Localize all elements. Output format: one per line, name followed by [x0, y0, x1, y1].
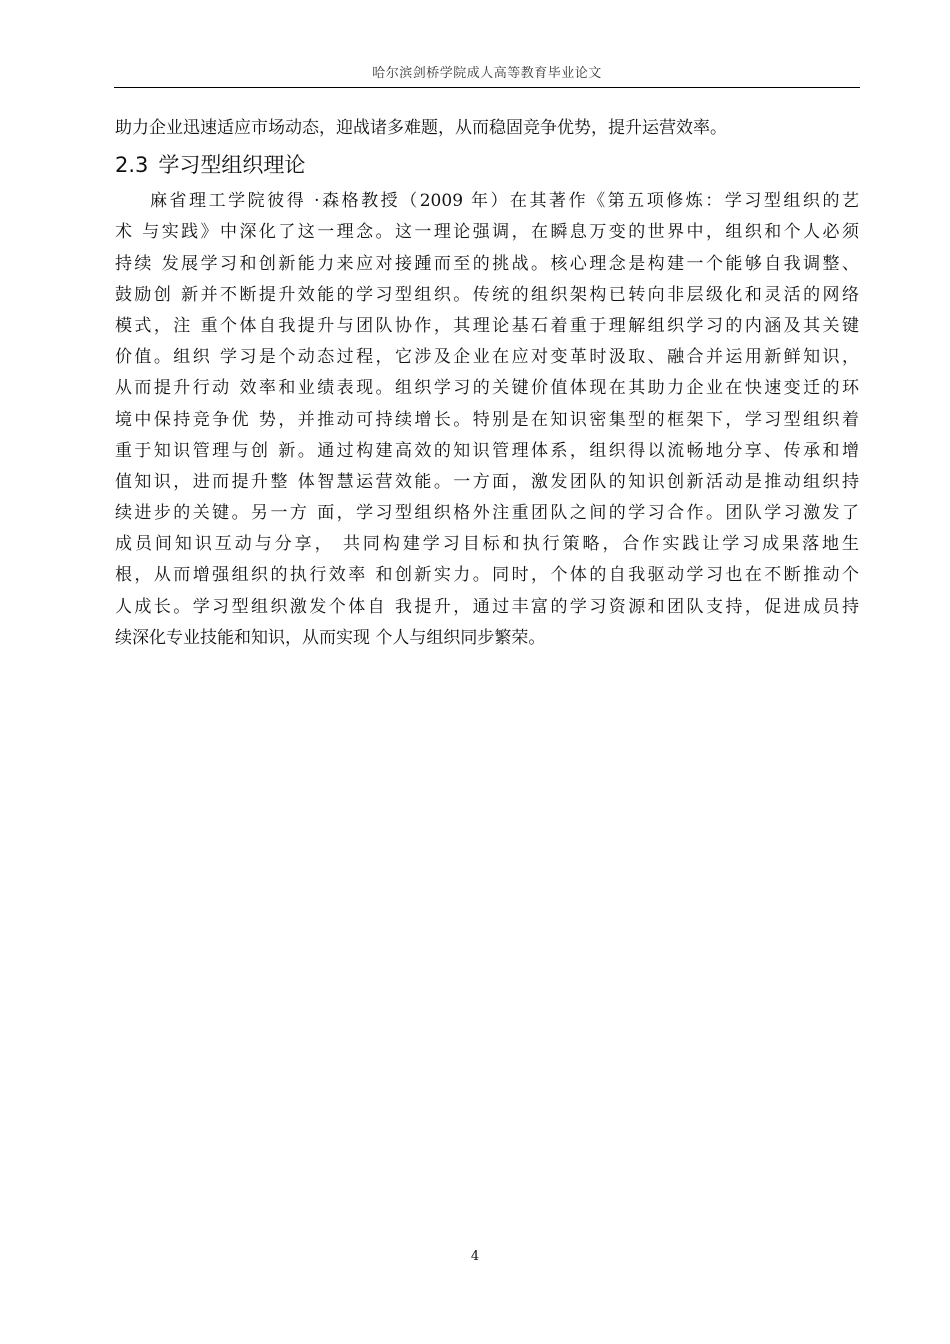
paragraph-line: 价值。组织 学习是个动态过程，它涉及企业在应对变革时汲取、融合并运用新鲜知识，: [115, 347, 859, 368]
paragraph-line: 麻省理工学院彼得 ·森格教授（2009 年）在其著作《第五项修炼：学习型组织的艺: [150, 191, 859, 212]
paragraph-line: 境中保持竞争优 势，并推动可持续增长。特别是在知识密集型的框架下，学习型组织着: [115, 409, 859, 430]
page-number: 4: [470, 1249, 480, 1264]
paragraph-line: 重于知识管理与创 新。通过构建高效的知识管理体系，组织得以流畅地分享、传承和增: [115, 440, 859, 461]
paragraph-line: 人成长。学习型组织激发个体自 我提升，通过丰富的学习资源和团队支持，促进成员持: [115, 596, 859, 617]
paragraph-line: 续深化专业技能和知识，从而实现 个人与组织同步繁荣。: [115, 627, 546, 648]
lead-line: 助力企业迅速适应市场动态，迎战诸多难题，从而稳固竞争优势，提升运营效率。: [115, 118, 727, 138]
section-number: 2.3: [115, 153, 149, 178]
section-heading: [115, 147, 859, 183]
page-body: [115, 113, 859, 654]
paragraph-line: 模式，注 重个体自我提升与团队协作，其理论基石着重于理解组织学习的内涵及其关键: [115, 315, 859, 336]
paragraph-line: 鼓励创 新并不断提升效能的学习型组织。传统的组织架构已转向非层级化和灵活的网络: [115, 284, 859, 305]
paragraph-line: 术 与实践》中深化了这一理念。这一理论强调，在瞬息万变的世界中，组织和个人必须: [115, 222, 859, 243]
section-paragraph: [115, 186, 859, 654]
paragraph-line: 持续 发展学习和创新能力来应对接踵而至的挑战。核心理念是构建一个能够自我调整、: [115, 253, 859, 274]
paragraph-line: 从而提升行动 效率和业绩表现。组织学习的关键价值体现在其助力企业在快速变迁的环: [115, 378, 859, 399]
paragraph-line: 成员间知识互动与分享， 共同构建学习目标和执行策略，合作实践让学习成果落地生: [115, 534, 859, 555]
running-header: 哈尔滨剑桥学院成人高等教育毕业论文: [372, 66, 602, 81]
paragraph-line: 根，从而增强组织的执行效率 和创新实力。同时，个体的自我驱动学习也在不断推动个: [115, 565, 859, 586]
section-title: 学习型组织理论: [158, 153, 306, 178]
header-rule: [114, 87, 860, 88]
paragraph-line: 值知识，进而提升整 体智慧运营效能。一方面，激发团队的知识创新活动是推动组织持: [115, 471, 859, 492]
paragraph-line: 续进步的关键。另一方 面，学习型组织格外注重团队之间的学习合作。团队学习激发了: [115, 503, 859, 524]
